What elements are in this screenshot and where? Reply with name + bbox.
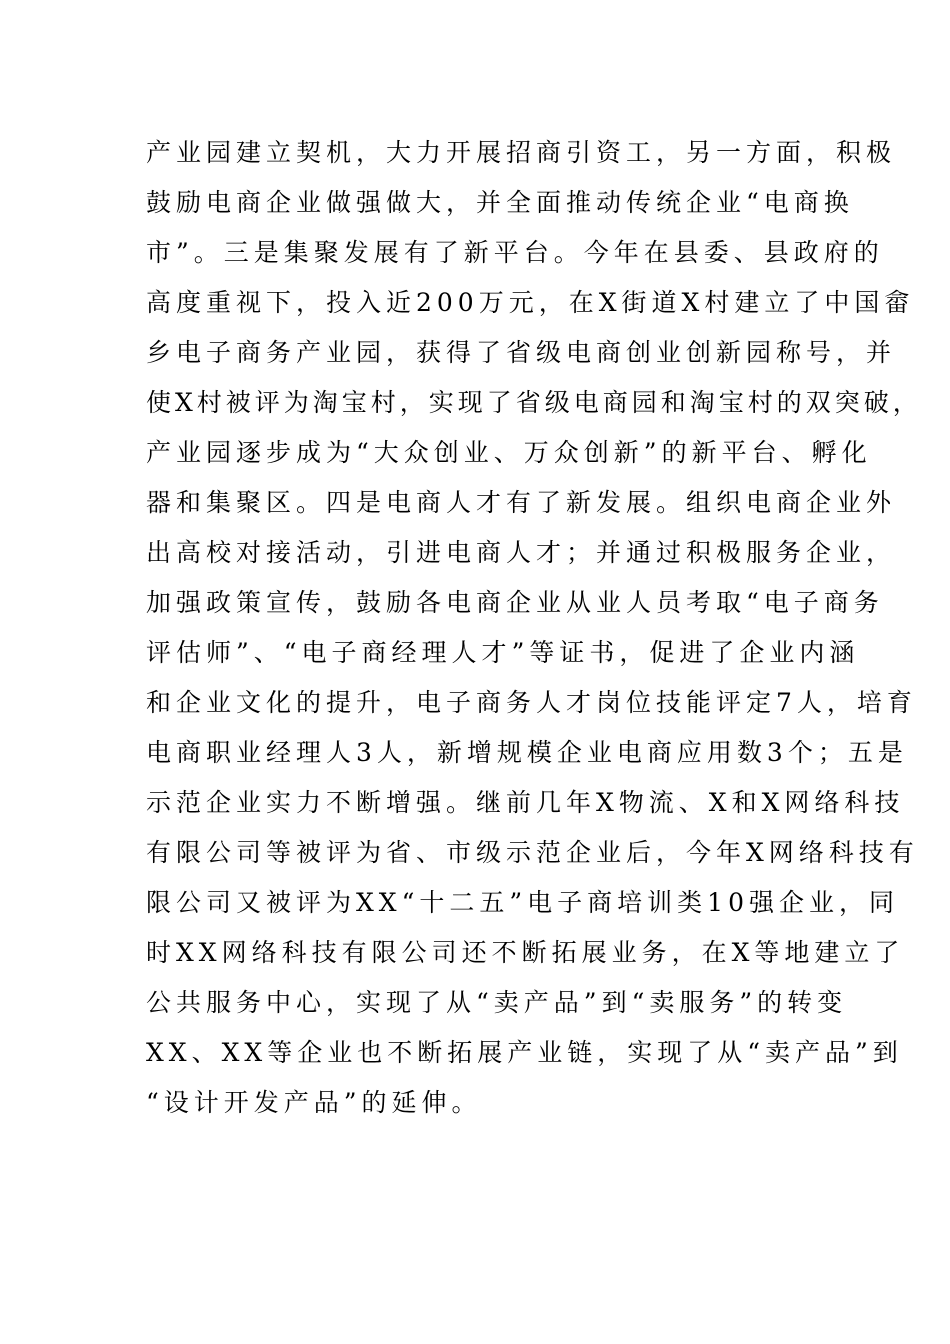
body-paragraph: [146, 132, 922, 1132]
paragraph-line: 和企业文化的提升，电子商务人才岗位技能评定7人，培育: [146, 688, 917, 717]
paragraph-line: 鼓励电商企业做强做大，并全面推动传统企业“电商换: [146, 188, 854, 217]
paragraph-line: 使X村被评为淘宝村，实现了省级电商园和淘宝村的双突破，: [146, 388, 922, 417]
paragraph-line: 出高校对接活动，引进电商人才；并通过积极服务企业，: [146, 538, 897, 567]
paragraph-line: 市”。三是集聚发展有了新平台。今年在县委、县政府的: [146, 238, 884, 267]
paragraph-line: 公共服务中心，实现了从“卖产品”到“卖服务”的转变: [146, 988, 848, 1017]
paragraph-line: 产业园逐步成为“大众创业、万众创新”的新平台、孵化: [146, 438, 872, 467]
paragraph-line: 限公司又被评为XX“十二五”电子商培训类10强企业，同: [146, 888, 899, 917]
paragraph-line: 有限公司等被评为省、市级示范企业后，今年X网络科技有: [146, 838, 919, 867]
paragraph-line: 示范企业实力不断增强。继前几年X物流、X和X网络科技: [146, 788, 905, 817]
paragraph-line: XX、XX等企业也不断拓展产业链，实现了从“卖产品”到: [146, 1038, 903, 1067]
paragraph-line: 产业园建立契机，大力开展招商引资工，另一方面，积极: [146, 138, 897, 167]
paragraph-line: “设计开发产品”的延伸。: [146, 1088, 482, 1117]
paragraph-line: 高度重视下，投入近200万元，在X街道X村建立了中国畲: [146, 288, 915, 317]
paragraph-line: 电商职业经理人3人，新增规模企业电商应用数3个；五是: [146, 738, 908, 767]
paragraph-line: 器和集聚区。四是电商人才有了新发展。组织电商企业外: [146, 488, 897, 517]
paragraph-line: 乡电子商务产业园，获得了省级电商创业创新园称号，并: [146, 338, 897, 367]
paragraph-line: 评估师”、“电子商经理人才”等证书，促进了企业内涵: [146, 638, 860, 667]
paragraph-line: 加强政策宣传，鼓励各电商企业从业人员考取“电子商务: [146, 588, 884, 617]
paragraph-line: 时XX网络科技有限公司还不断拓展业务，在X等地建立了: [146, 938, 905, 967]
